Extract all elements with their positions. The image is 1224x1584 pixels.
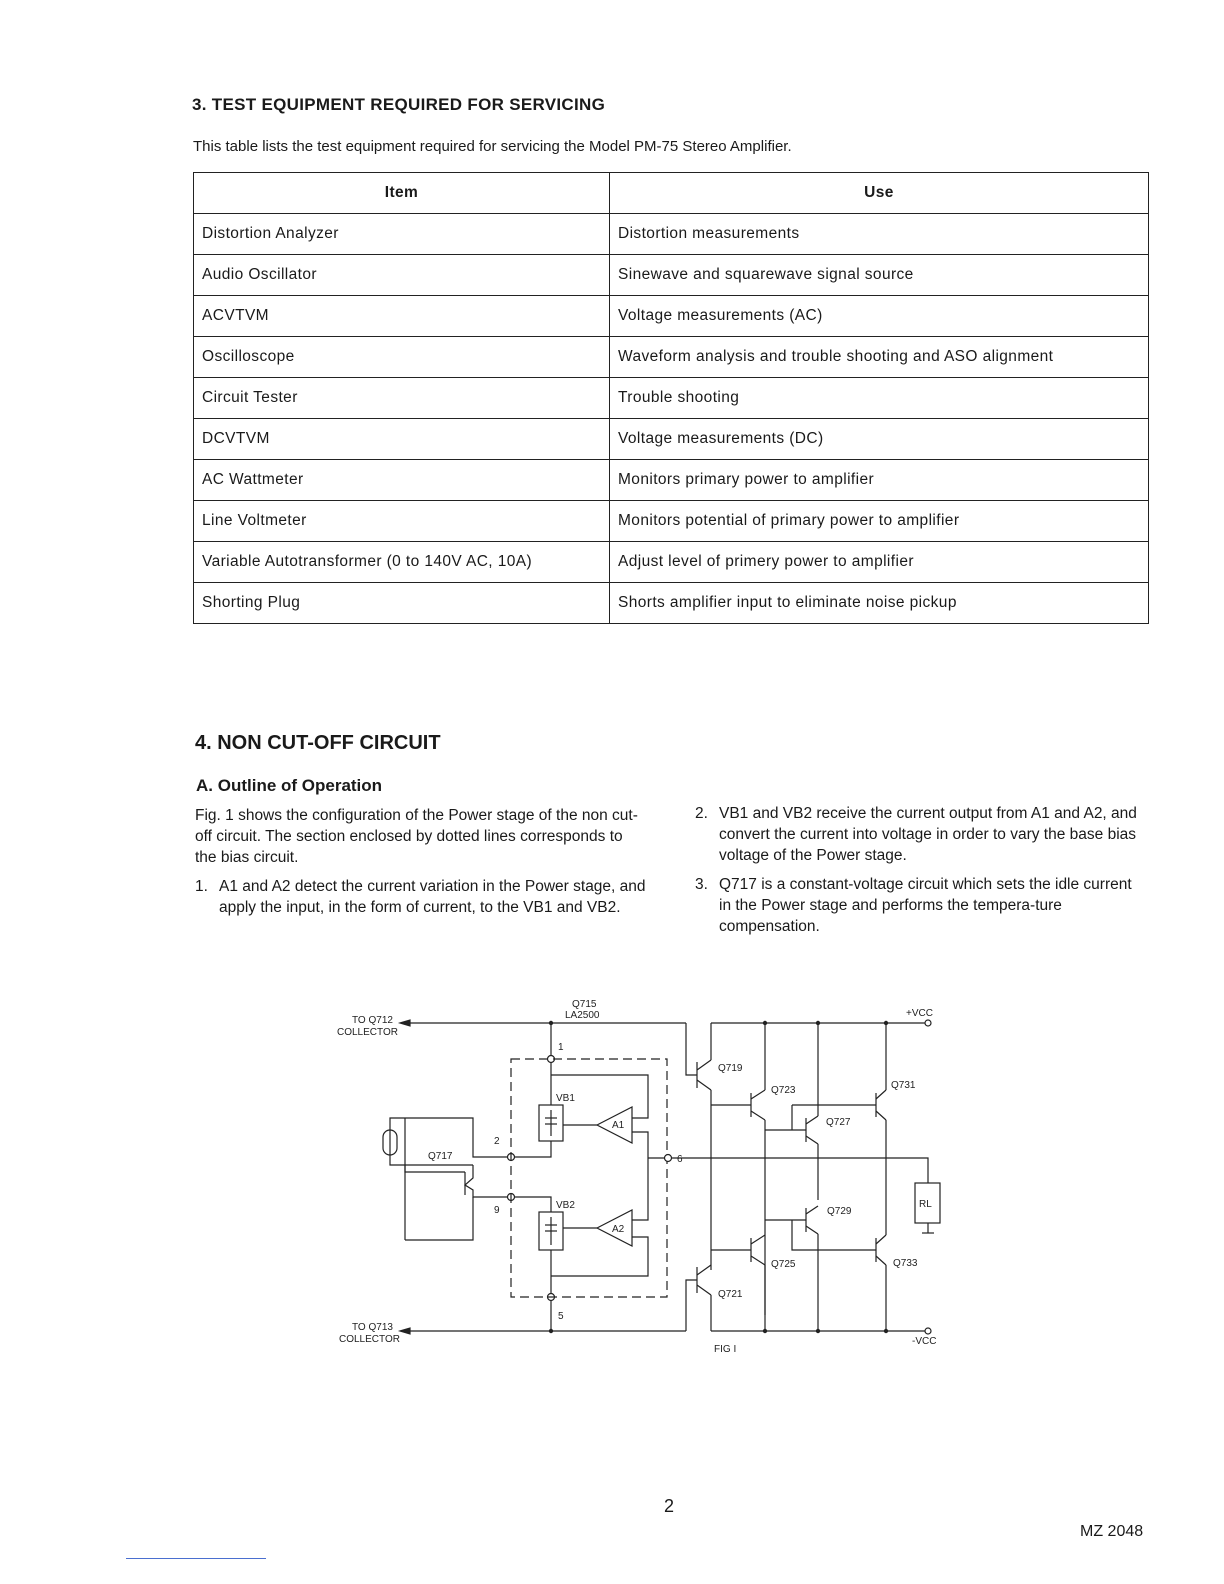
page-number: 2 — [664, 1496, 675, 1516]
label-q723: Q723 — [771, 1085, 796, 1096]
cell-use: Voltage measurements (AC) — [610, 296, 1149, 337]
footer-divider — [126, 1558, 266, 1559]
right-column — [695, 803, 1147, 937]
list-number: 2. — [695, 805, 708, 822]
cell-item: Oscilloscope — [194, 337, 610, 378]
label-q731: Q731 — [891, 1080, 916, 1091]
list-text: A1 and A2 detect the current variation in the Power stage, and apply the input, in the form of current, to the VB1 and VB2. — [219, 878, 646, 916]
label-vcc-negative: -VCC — [912, 1336, 937, 1347]
table-row — [194, 337, 1149, 378]
cell-item: DCVTVM — [194, 419, 610, 460]
label-rl: RL — [919, 1199, 932, 1210]
node-1: 1 — [558, 1042, 564, 1053]
section-4-title: 4. NON CUT-OFF CIRCUIT — [195, 732, 441, 754]
test-equipment-table — [193, 172, 1149, 624]
label-q725: Q725 — [771, 1259, 796, 1270]
label-q717: Q717 — [428, 1151, 453, 1162]
cell-use: Sinewave and squarewave signal source — [610, 255, 1149, 296]
cell-use: Distortion measurements — [610, 214, 1149, 255]
table-row — [194, 460, 1149, 501]
figure-caption: FIG I — [714, 1344, 737, 1355]
node-5: 5 — [558, 1311, 564, 1322]
label-vb2: VB2 — [556, 1200, 575, 1211]
table-row — [194, 378, 1149, 419]
table-row — [194, 214, 1149, 255]
table-row — [194, 296, 1149, 337]
label-collector-top: COLLECTOR — [337, 1027, 398, 1038]
document-id: MZ 2048 — [1080, 1523, 1144, 1540]
header-item: Item — [194, 173, 610, 214]
cell-use: Monitors potential of primary power to amplifier — [610, 501, 1149, 542]
label-q719: Q719 — [718, 1063, 743, 1074]
subsection-a-title: A. Outline of Operation — [196, 776, 383, 795]
intro-paragraph: Fig. 1 shows the configuration of the Power stage of the non cut-off circuit. The section enclosed by dotted lines corresponds to the bias circuit. — [195, 807, 638, 866]
cell-use: Trouble shooting — [610, 378, 1149, 419]
list-text: VB1 and VB2 receive the current output from A1 and A2, and convert the current into voltage in order to vary the base bias voltage of the Power stage. — [719, 805, 1137, 864]
table-row — [194, 255, 1149, 296]
section-3-title: 3. TEST EQUIPMENT REQUIRED FOR SERVICING — [192, 95, 606, 114]
cell-item: AC Wattmeter — [194, 460, 610, 501]
node-6: 6 — [677, 1154, 683, 1165]
label-la2500: LA2500 — [565, 1010, 600, 1021]
cell-use: Waveform analysis and trouble shooting and ASO alignment — [610, 337, 1149, 378]
list-number: 1. — [195, 878, 208, 895]
list-item — [695, 874, 1147, 937]
label-vb1: VB1 — [556, 1093, 575, 1104]
left-column — [195, 805, 647, 918]
list-text: Q717 is a constant-voltage circuit which sets the idle current in the Power stage and performs the tempera-ture compensation. — [719, 876, 1132, 935]
label-q733: Q733 — [893, 1258, 918, 1269]
cell-use: Voltage measurements (DC) — [610, 419, 1149, 460]
label-q729: Q729 — [827, 1206, 852, 1217]
cell-use: Shorts amplifier input to eliminate noise pickup — [610, 583, 1149, 624]
label-collector-bottom: COLLECTOR — [339, 1334, 400, 1345]
cell-use: Monitors primary power to amplifier — [610, 460, 1149, 501]
cell-item: Distortion Analyzer — [194, 214, 610, 255]
cell-item: Circuit Tester — [194, 378, 610, 419]
label-q721: Q721 — [718, 1289, 743, 1300]
label-q715: Q715 — [572, 999, 597, 1010]
label-a2: A2 — [612, 1224, 625, 1235]
table-header-row — [194, 173, 1149, 214]
table-row — [194, 501, 1149, 542]
header-use: Use — [610, 173, 1149, 214]
table-row — [194, 542, 1149, 583]
node-9: 9 — [494, 1205, 500, 1216]
circuit-diagram-fig1 — [330, 995, 950, 1365]
list-item — [195, 876, 647, 918]
list-number: 3. — [695, 876, 708, 893]
table-row — [194, 419, 1149, 460]
label-q727: Q727 — [826, 1117, 851, 1128]
cell-item: Shorting Plug — [194, 583, 610, 624]
label-vcc-positive: +VCC — [906, 1008, 933, 1019]
cell-item: Audio Oscillator — [194, 255, 610, 296]
list-item — [695, 803, 1147, 866]
label-a1: A1 — [612, 1120, 625, 1131]
table-row — [194, 583, 1149, 624]
cell-use: Adjust level of primery power to amplifier — [610, 542, 1149, 583]
node-2: 2 — [494, 1136, 500, 1147]
label-to-q713: TO Q713 — [352, 1322, 393, 1333]
label-to-q712: TO Q712 — [352, 1015, 393, 1026]
cell-item: Variable Autotransformer (0 to 140V AC, 10A) — [194, 542, 610, 583]
cell-item: Line Voltmeter — [194, 501, 610, 542]
cell-item: ACVTVM — [194, 296, 610, 337]
section-3-intro: This table lists the test equipment required for servicing the Model PM-75 Stereo Amplifier. — [193, 138, 792, 155]
